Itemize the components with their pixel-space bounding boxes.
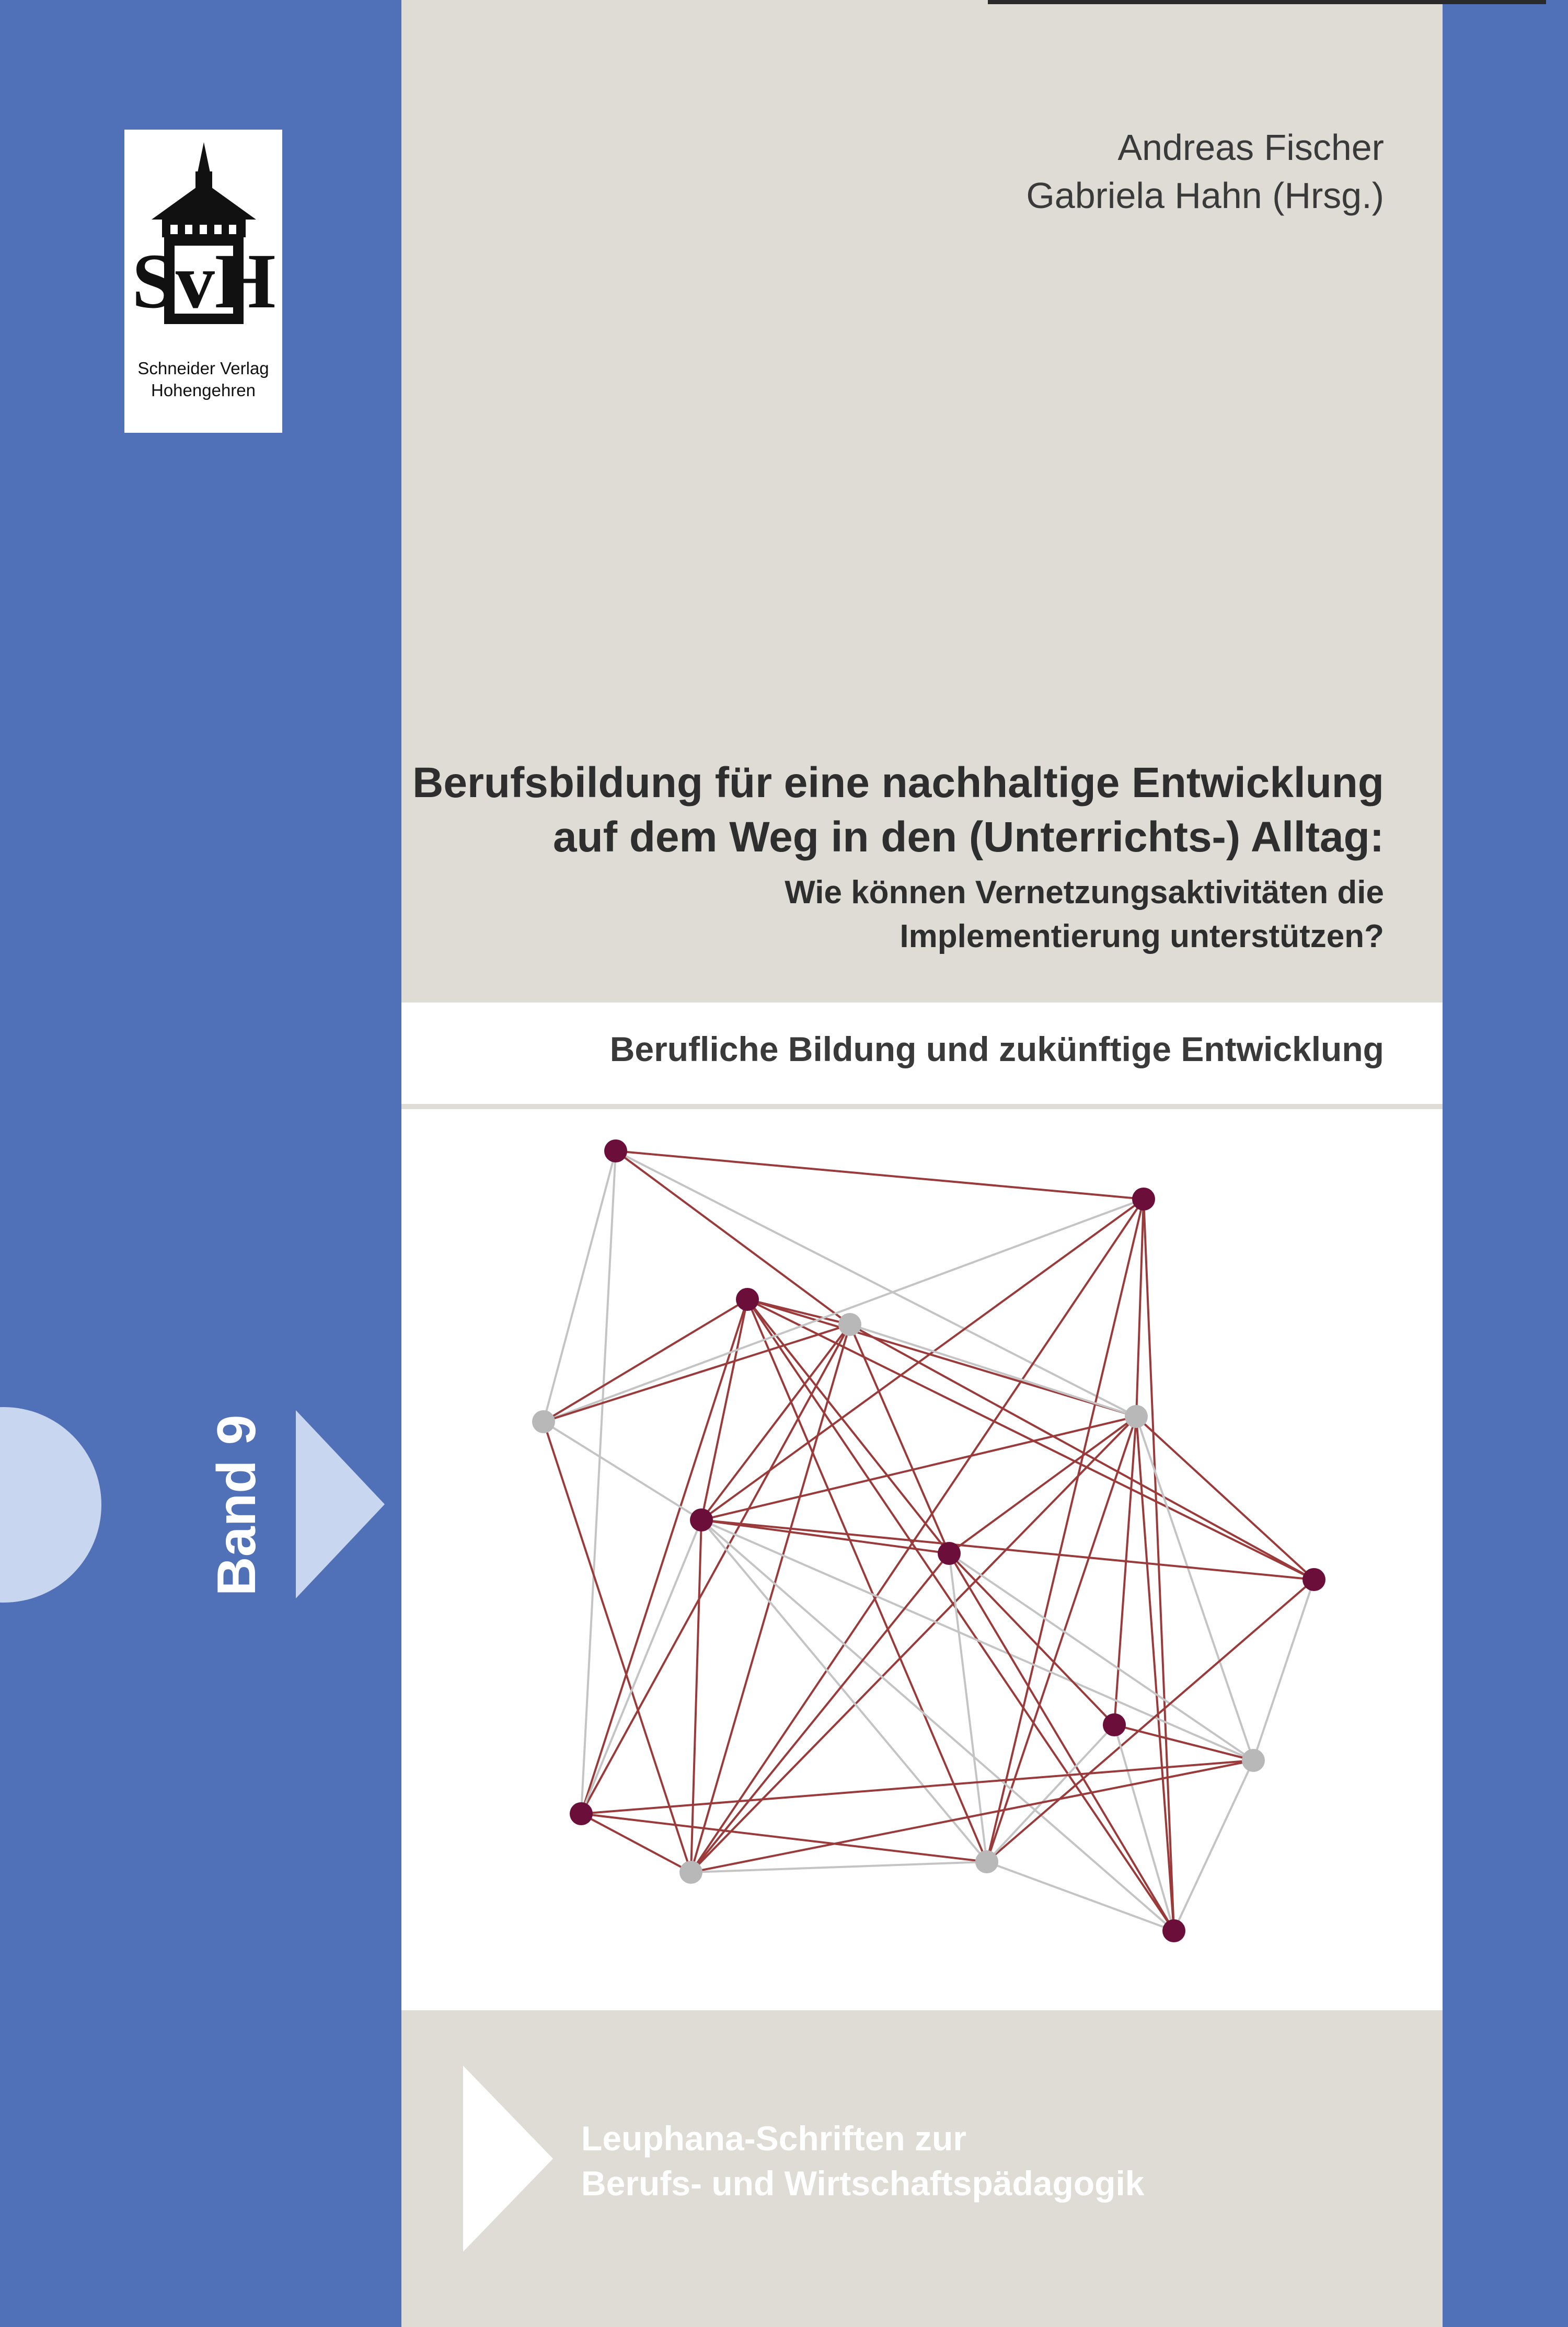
network-node bbox=[838, 1313, 861, 1336]
network-edge bbox=[747, 1299, 949, 1553]
network-node bbox=[1302, 1568, 1325, 1591]
book-title-line: Implementierung unterstützen? bbox=[900, 918, 1384, 954]
network-edge bbox=[949, 1416, 1136, 1553]
network-edge bbox=[987, 1199, 1144, 1862]
editor-name: Gabriela Hahn (Hrsg.) bbox=[1026, 175, 1384, 216]
network-edge bbox=[544, 1299, 747, 1422]
network-edge bbox=[544, 1422, 701, 1520]
network-node bbox=[679, 1861, 702, 1884]
network-node bbox=[604, 1139, 627, 1162]
network-edge bbox=[701, 1199, 1144, 1520]
network-edge bbox=[850, 1324, 949, 1553]
network-node bbox=[1132, 1188, 1155, 1211]
network-illustration bbox=[401, 1109, 1443, 2010]
decorative-triangle bbox=[296, 1410, 385, 1598]
network-node bbox=[938, 1542, 961, 1565]
network-edge bbox=[581, 1151, 616, 1814]
network-node bbox=[1162, 1919, 1185, 1942]
book-title-line: Berufsbildung für eine nachhaltige Entwicklung bbox=[412, 759, 1384, 807]
logo-monogram-s: SvH bbox=[132, 238, 276, 325]
network-edge bbox=[1136, 1416, 1253, 1760]
network-edge bbox=[701, 1520, 1253, 1760]
network-edge bbox=[701, 1299, 747, 1520]
network-edge bbox=[1174, 1760, 1253, 1931]
series-title-line: Berufs- und Wirtschaftspädagogik bbox=[581, 2164, 1145, 2203]
volume-label: Band 9 bbox=[206, 1414, 267, 1596]
network-node bbox=[1242, 1749, 1265, 1772]
author-name: Andreas Fischer bbox=[1117, 127, 1384, 168]
network-node bbox=[690, 1508, 713, 1531]
network-node bbox=[532, 1410, 555, 1433]
network-edge bbox=[544, 1199, 1144, 1422]
network-edge bbox=[987, 1862, 1174, 1931]
network-edge bbox=[581, 1520, 701, 1814]
network-edge bbox=[949, 1553, 1253, 1760]
network-node bbox=[570, 1802, 593, 1825]
top-rule bbox=[988, 0, 1546, 4]
network-edges bbox=[544, 1151, 1314, 1931]
network-node bbox=[736, 1288, 759, 1311]
series-title-line: Leuphana-Schriften zur bbox=[581, 2119, 967, 2158]
network-edge bbox=[616, 1151, 850, 1324]
publisher-name: Schneider Verlag bbox=[137, 359, 269, 378]
network-edge bbox=[1114, 1725, 1174, 1931]
series-subtitle: Berufliche Bildung und zukünftige Entwicklung bbox=[609, 1030, 1384, 1068]
book-title-line: auf dem Weg in den (Unterrichts-) Alltag: bbox=[553, 813, 1384, 861]
network-edge bbox=[581, 1760, 1253, 1814]
network-edge bbox=[987, 1416, 1136, 1862]
network-edge bbox=[987, 1725, 1114, 1862]
network-node bbox=[975, 1850, 998, 1873]
network-edge bbox=[1136, 1199, 1144, 1416]
strip-divider bbox=[401, 1104, 1443, 1109]
network-edge bbox=[949, 1553, 1174, 1931]
book-title-line: Wie können Vernetzungsaktivitäten die bbox=[785, 874, 1384, 911]
network-edge bbox=[544, 1422, 691, 1872]
network-edge bbox=[691, 1553, 949, 1872]
network-node bbox=[1125, 1405, 1148, 1428]
tower-logo-icon bbox=[132, 141, 276, 350]
series-arrow-icon bbox=[463, 2066, 553, 2252]
publisher-location: Hohengehren bbox=[151, 381, 256, 400]
network-edge bbox=[691, 1520, 701, 1872]
network-node bbox=[1103, 1713, 1126, 1736]
right-blue-band bbox=[1443, 0, 1568, 2327]
network-edge bbox=[544, 1151, 616, 1422]
